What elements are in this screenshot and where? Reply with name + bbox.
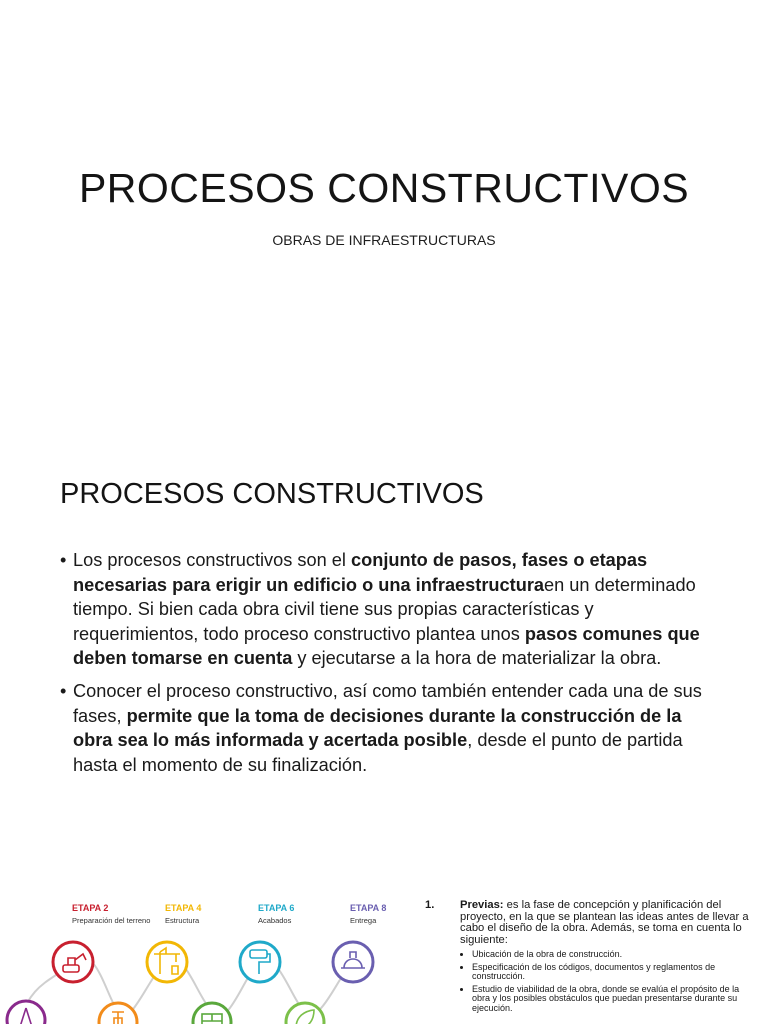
- bullet-text: , desde el punto de partida hasta el momento de su finalización.: [73, 730, 683, 775]
- list-item: • Especificación de los códigos, documentos y reglamentos de construcción.: [472, 963, 755, 982]
- bullet-dot-icon: •: [60, 550, 67, 570]
- bullet-text: Conocer el proceso constructivo, así como también entender cada una de sus fases,: [73, 680, 702, 726]
- phase-text: [460, 900, 755, 946]
- slide-heading: PROCESOS CONSTRUCTIVOS: [60, 478, 484, 510]
- list-item: • Ubicación de la obra de construcción.: [472, 950, 755, 960]
- slide-title: PROCESOS CONSTRUCTIVOS: [78, 165, 690, 211]
- stage-circle-2: [53, 942, 93, 982]
- stages-graphic: [0, 862, 405, 1024]
- phase-number: 1.: [425, 899, 435, 911]
- bullet-dot-icon: •: [60, 680, 67, 701]
- phase-items: [460, 950, 755, 1013]
- bullet-text: y ejecutarse a la hora de materializar la obra.: [292, 648, 662, 669]
- stage-circle-3: [99, 1003, 137, 1024]
- stage-label: ETAPA 4: [165, 903, 202, 913]
- phase-term: Previas:: [460, 899, 504, 911]
- bullet-text: en un determinado tiempo. Si bien cada obra civil tiene sus propias características y requerimientos, todo proceso constructivo plantea unos: [73, 574, 696, 644]
- bullet-item: [60, 548, 710, 671]
- stage-desc: Preparación del terreno: [72, 916, 151, 925]
- stages-diagram: [0, 862, 405, 1024]
- bullet-emphasis: conjunto de pasos, fases o etapas necesarias para erigir un edificio o una infraestructura: [73, 550, 648, 595]
- bullet-emphasis: permite que la toma de decisiones durante la construcción de la obra sea lo más informada y acertada posible: [73, 705, 682, 751]
- list-item: • Estudio de viabilidad de la obra, donde se evalúa el propósito de la obra y los posibles obstáculos que puedan presentarse durante su ejecución.: [472, 985, 755, 1014]
- content-slide: [0, 440, 768, 860]
- title-slide: [0, 0, 768, 440]
- bullet-emphasis: pasos comunes que deben tomarse en cuenta: [73, 623, 700, 669]
- stage-label: ETAPA 6: [258, 903, 295, 913]
- bullet-list: [60, 548, 710, 785]
- slide-subtitle: OBRAS DE INFRAESTRUCTURAS: [272, 232, 496, 248]
- stage-circle-4: [147, 942, 187, 982]
- bullet-item: [60, 679, 710, 777]
- phases-slide: [0, 862, 768, 1024]
- phase-description: [425, 900, 755, 1016]
- stage-circle-7: [286, 1003, 324, 1024]
- stage-label: ETAPA 8: [350, 903, 387, 913]
- stage-circle-8: [333, 942, 373, 982]
- phase-body: es la fase de concepción y planificación del proyecto, en la que se plantean las ideas antes de llevar a cabo el diseño de la obra. Además, se toma en cuenta lo siguiente:: [460, 899, 749, 946]
- stage-desc: Entrega: [350, 916, 377, 925]
- stage-circle-5: [193, 1003, 231, 1024]
- stage-desc: Acabados: [258, 916, 292, 925]
- stage-label: ETAPA 2: [72, 903, 109, 913]
- stage-circle-6: [240, 942, 280, 982]
- bullet-text: Los procesos constructivos son el: [73, 550, 351, 570]
- stage-desc: Estructura: [165, 916, 200, 925]
- stage-circle-1: [7, 1001, 45, 1024]
